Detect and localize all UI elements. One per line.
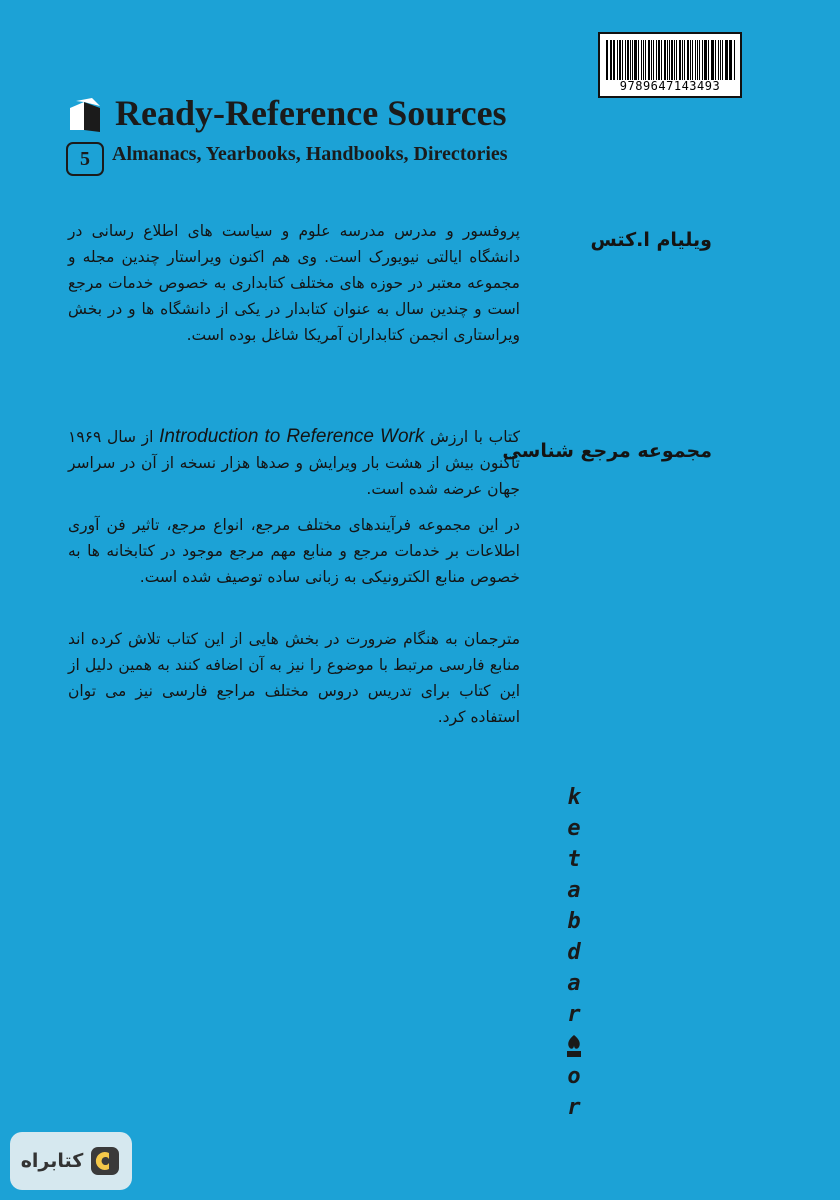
barcode-bar	[641, 40, 642, 80]
barcode-bar	[648, 40, 650, 80]
ketabrah-badge	[10, 1132, 132, 1190]
book-subtitle: Almanacs, Yearbooks, Handbooks, Directories	[112, 143, 508, 165]
barcode-bar	[722, 40, 723, 80]
watermark-letter: t	[567, 847, 581, 872]
series-name: مجموعه مرجع شناسی	[502, 440, 712, 462]
barcode-bar	[679, 40, 681, 80]
volume-number: 5	[66, 142, 104, 176]
barcode-bar	[687, 40, 689, 80]
barcode-bar	[704, 40, 706, 80]
barcode-bar	[729, 40, 730, 80]
barcode-bar	[695, 40, 696, 80]
barcode-bar	[702, 40, 703, 80]
barcode-bar	[711, 40, 712, 80]
barcode-bar	[708, 40, 709, 80]
barcode-bar	[619, 40, 621, 80]
barcode-bar	[725, 40, 727, 80]
barcode-bar	[712, 40, 714, 80]
barcode-bar	[611, 40, 612, 80]
barcode-bar	[692, 40, 693, 80]
barcode-bar	[632, 40, 633, 80]
barcode-bar	[638, 40, 640, 80]
barcode-bar	[658, 40, 660, 80]
barcode-bar	[682, 40, 683, 80]
intro-rest: از سال ۱۹۶۹ تاکنون بیش از هشت بار ویرایش و صدها هزار نسخه از آن در سراسر جهان عرضه شده است.	[68, 428, 520, 498]
author-name: ویلیام ا.کتس	[590, 229, 712, 251]
barcode-bar	[634, 40, 636, 80]
barcode-bar	[627, 40, 629, 80]
barcode-bar	[656, 40, 657, 80]
barcode-bar	[643, 40, 644, 80]
barcode-bar	[625, 40, 626, 80]
barcode-bar	[613, 40, 615, 80]
barcode-bar	[720, 40, 721, 80]
series-paragraph-2: در این مجموعه فرآیندهای مختلف مرجع، انواع مرجع، تاثیر فن آوری اطلاعات بر خدمات مرجع و منابع مهم مرجع موجود در کتابخانه ها به خصوص منابع الکترونیکی به زبانی ساده توصیف شده است.	[68, 516, 520, 586]
watermark-letter: b	[567, 909, 581, 934]
original-book-title: Introduction to Reference Work	[159, 426, 425, 447]
watermark-letter: d	[567, 940, 581, 965]
series-paragraph-1	[68, 424, 520, 502]
watermark-letter: r	[567, 1002, 581, 1027]
watermark-letter: a	[567, 878, 581, 903]
barcode-bar	[606, 40, 608, 80]
barcode-bar	[645, 40, 646, 80]
barcode-bar	[630, 40, 631, 80]
watermark-letter: e	[567, 816, 581, 841]
barcode-bar	[651, 40, 653, 80]
publisher-logo-icon	[563, 1030, 585, 1061]
barcode-bar	[699, 40, 701, 80]
barcode-bars	[606, 40, 736, 80]
barcode-bar	[715, 40, 716, 80]
barcode-bar	[610, 40, 611, 80]
vertical-watermark	[562, 782, 586, 1123]
barcode-bar	[676, 40, 677, 80]
barcode-bar	[718, 40, 720, 80]
barcode-bar	[667, 40, 668, 80]
barcode-bar	[697, 40, 698, 80]
barcode-bar	[734, 40, 735, 80]
barcode-bar	[661, 40, 662, 80]
watermark-letter: a	[567, 971, 581, 996]
barcode-bar	[622, 40, 623, 80]
book-logo-icon	[68, 98, 104, 132]
barcode-bar	[664, 40, 666, 80]
barcode-bar	[690, 40, 692, 80]
intro-prefix: کتاب با ارزش	[430, 428, 520, 446]
ketabrah-logo-icon	[89, 1145, 121, 1177]
watermark-letter: r	[567, 1095, 581, 1120]
barcode-bar	[684, 40, 685, 80]
book-title: Ready-Reference Sources	[115, 93, 507, 133]
author-bio: پروفسور و مدرس مدرسه علوم و سیاست های اطلاع رسانی در دانشگاه ایالتی نیویورک است. وی هم اکنون ویراستار چندین مجله و مجموعه معتبر در حوزه های مختلف کتابداری به خصوص خدمات مرجع است و چندین سال به عنوان کتابدار در یکی از دانشگاه ها و در بخش ویراستاری انجمن کتابداران آمریکا شاغل بوده است.	[68, 222, 520, 344]
barcode-number: 9789647143493	[619, 79, 721, 93]
barcode	[598, 32, 742, 98]
badge-text: کتابراه	[20, 1150, 84, 1172]
watermark-letter: k	[567, 785, 581, 810]
barcode-bar	[653, 40, 654, 80]
barcode-bar	[674, 40, 675, 80]
watermark-letter: o	[567, 1064, 581, 1089]
barcode-bar	[617, 40, 618, 80]
barcode-bar	[669, 40, 670, 80]
barcode-bar	[730, 40, 732, 80]
barcode-bar	[671, 40, 673, 80]
series-paragraph-3: مترجمان به هنگام ضرورت در بخش هایی از این کتاب تلاش کرده اند منابع فارسی مرتبط با موضوع را نیز به آن اضافه کنند به همین دلیل از این کتاب برای تدریس دروس مختلف مراجع فارسی نیز می توان استفاده کرد.	[68, 630, 520, 726]
